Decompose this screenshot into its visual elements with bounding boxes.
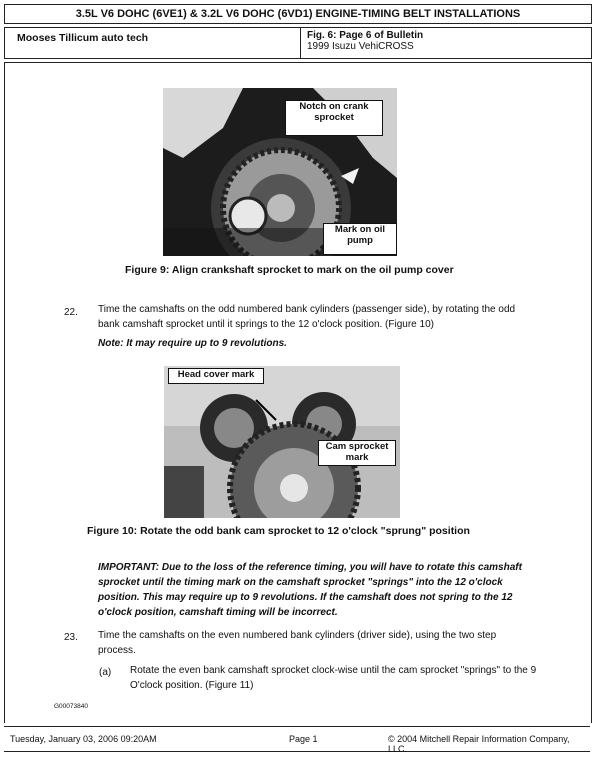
document-title: 3.5L V6 DOHC (6VE1) & 3.2L V6 DOHC (6VD1) ENGINE-TIMING BELT INSTALLATIONS (4, 4, 592, 24)
vehicle-label: 1999 Isuzu VehiCROSS (307, 41, 414, 52)
step-22-text: Time the camshafts on the odd numbered bank cylinders (passenger side), by rotating the odd bank camshaft sprocket until it springs to the 12 o'clock position. (Figure 10) (98, 304, 516, 330)
figure-10-photo (164, 366, 400, 518)
step-23a-text: Rotate the even bank camshaft sprocket clock-wise until the cam sprocket "springs" to the 9 O'clock position. (Figure 11) (130, 665, 537, 691)
step-23a-label: (a) (99, 667, 112, 678)
document-code: G00073840 (54, 703, 88, 710)
step-22-note: Note: It may require up to 9 revolutions. (98, 338, 287, 349)
callout-crank-notch: Notch on crank sprocket (285, 100, 383, 136)
figure-page-label: Fig. 6: Page 6 of Bulletin (307, 30, 424, 41)
figure-reference (301, 28, 591, 58)
page-footer (4, 726, 590, 752)
callout-cam-sprocket-mark: Cam sprocket mark (318, 440, 396, 466)
footer-copyright: © 2004 Mitchell Repair Information Company, LLC. (388, 734, 570, 754)
footer-page-number: Page 1 (289, 734, 318, 744)
step-23-number: 23. (64, 632, 78, 643)
callout-head-cover-mark: Head cover mark (168, 368, 264, 384)
important-notice: IMPORTANT: Due to the loss of the reference timing, you will have to rotate this camshaft sprocket until the timing mark on the camshaft sprocket "springs" into the 12 o'clock position. This may require up to 9 revolutions. If the camshaft does not spring to the 12 o'clock position, camshaft timing will be incorrect. (98, 562, 522, 618)
shop-name: Mooses Tillicum auto tech (5, 28, 301, 58)
step-22-number: 22. (64, 307, 78, 318)
header-info-row (4, 27, 592, 59)
figure-9-caption: Figure 9: Align crankshaft sprocket to mark on the oil pump cover (125, 264, 454, 276)
callout-oil-pump-mark: Mark on oil pump (323, 223, 397, 255)
figure-10-caption: Figure 10: Rotate the odd bank cam sprocket to 12 o'clock "sprung" position (87, 525, 470, 537)
step-23-text: Time the camshafts on the even numbered bank cylinders (driver side), using the two step process. (98, 630, 497, 656)
figure-9-photo (163, 88, 397, 256)
footer-date: Tuesday, January 03, 2006 09:20AM (10, 734, 157, 744)
